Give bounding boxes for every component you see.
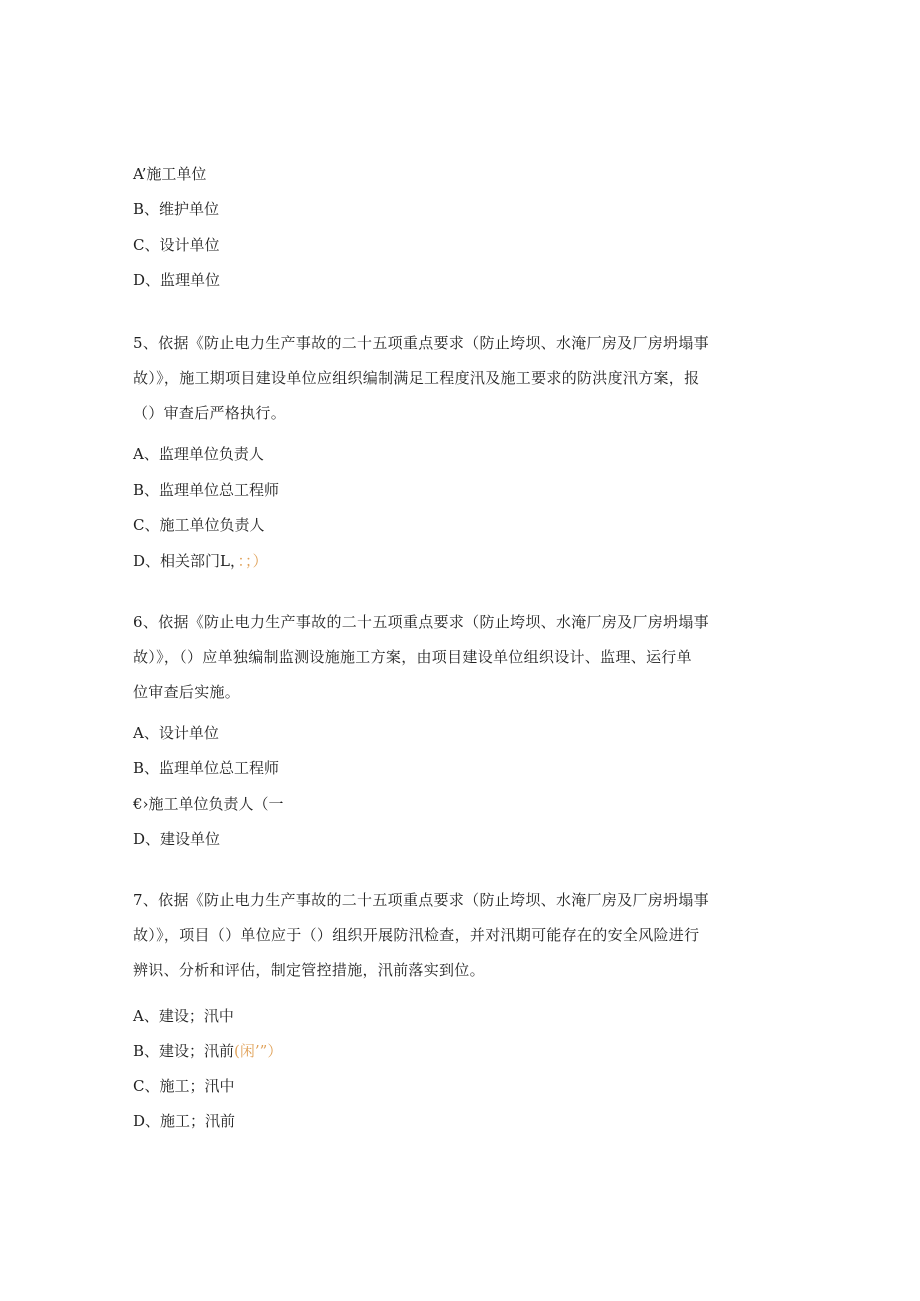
q4-option-d: D、监理单位 [133, 271, 221, 289]
q5-option-d-mark: ：；） [237, 552, 268, 570]
q6-stem-line-2: 故）》，（）应单独编制监测设施施工方案，由项目建设单位组织设计、监理、运行单 [133, 648, 692, 666]
q4-option-a: A’施工单位 [133, 165, 207, 183]
q5-stem-line-2: 故）》，施工期项目建设单位应组织编制满足工程度汛及施工要求的防洪度汛方案，报 [133, 369, 700, 387]
q7-stem-line-2: 故）》，项目（）单位应于（）组织开展防汛检查，并对汛期可能存在的安全风险进行 [133, 926, 700, 944]
q7-option-b-text: B、建设；汛前 [133, 1042, 235, 1060]
q5-option-b: B、监理单位总工程师 [133, 481, 280, 499]
q7-option-d: D、施工；汛前 [133, 1112, 236, 1130]
q6-option-c: €›施工单位负责人（一 [133, 795, 284, 813]
q5-option-a: A、监理单位负责人 [133, 445, 264, 463]
q6-stem-line-1: 6、依据《防止电力生产事故的二十五项重点要求（防止垮坝、水淹厂房及厂房坍塌事 [133, 613, 709, 631]
q6-option-b: B、监理单位总工程师 [133, 759, 280, 777]
q5-option-d [133, 551, 268, 571]
q7-option-a: A、建设；汛中 [133, 1007, 234, 1025]
q6-option-a: A、设计单位 [133, 724, 219, 742]
q5-stem-line-3: （）审查后严格执行。 [133, 404, 287, 422]
q7-stem-line-3: 辨识、分析和评估，制定管控措施，汛前落实到位。 [133, 961, 485, 979]
q7-option-b [133, 1041, 282, 1061]
q4-option-c: C、设计单位 [133, 236, 220, 254]
q5-option-d-text: D、相关部门L， [133, 552, 238, 570]
q5-option-c: C、施工单位负责人 [133, 516, 265, 534]
q5-stem-line-1: 5、依据《防止电力生产事故的二十五项重点要求（防止垮坝、水淹厂房及厂房坍塌事 [133, 334, 709, 352]
q6-option-d: D、建设单位 [133, 830, 221, 848]
q7-stem-line-1: 7、依据《防止电力生产事故的二十五项重点要求（防止垮坝、水淹厂房及厂房坍塌事 [133, 891, 709, 909]
q7-option-b-mark: (闲’”） [234, 1042, 283, 1060]
q7-option-c: C、施工；汛中 [133, 1077, 235, 1095]
q6-stem-line-3: 位审查后实施。 [133, 683, 241, 701]
q4-option-b: B、维护单位 [133, 200, 220, 218]
